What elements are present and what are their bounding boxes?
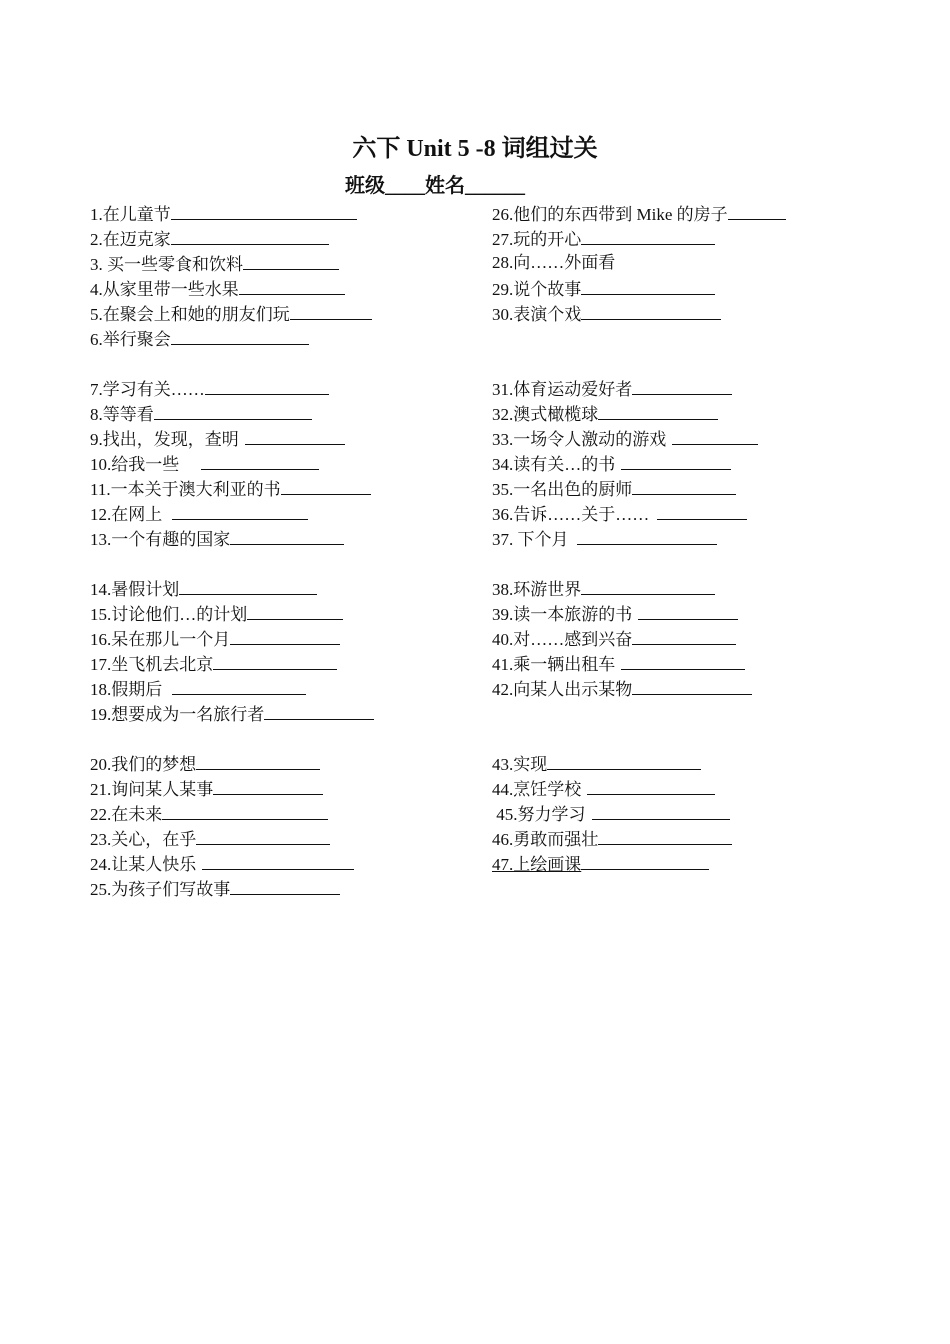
list-item: 10.给我一些 [90,450,470,475]
list-item: 42.向某人出示某物 [492,675,892,700]
list-item: 3. 买一些零食和饮料 [90,250,470,275]
answer-blank[interactable] [592,800,730,820]
answer-blank[interactable] [230,525,344,545]
list-item: 14.暑假计划 [90,575,470,600]
answer-blank[interactable] [196,750,320,770]
list-item: 35.一名出色的厨师 [492,475,892,500]
list-item: 13.一个有趣的国家 [90,525,470,550]
answer-blank[interactable] [581,275,715,295]
answer-blank[interactable] [581,225,715,245]
answer-blank[interactable] [281,475,371,495]
answer-blank[interactable] [632,375,732,395]
list-item: 12.在网上 [90,500,470,525]
answer-blank[interactable] [171,325,309,345]
answer-blank[interactable] [657,500,747,520]
list-item: 1.在儿童节 [90,200,470,225]
list-item: 36.告诉……关于…… [492,500,892,525]
left-column [90,200,470,900]
list-item: 18.假期后 [90,675,470,700]
list-item: 5.在聚会上和她的朋友们玩 [90,300,470,325]
list-item: 32.澳式橄榄球 [492,400,892,425]
list-item: 44.烹饪学校 [492,775,892,800]
class-name-line: 班级____姓名______ [345,175,525,197]
answer-blank[interactable] [205,375,329,395]
answer-blank[interactable] [728,200,786,220]
answer-blank[interactable] [213,775,323,795]
answer-blank[interactable] [598,400,718,420]
list-item: 22.在未来 [90,800,470,825]
answer-blank[interactable] [162,800,328,820]
list-item: 6.举行聚会 [90,325,470,350]
list-item: 9.找出，发现，查明 [90,425,470,450]
right-column [492,200,892,875]
list-item: 17.坐飞机去北京 [90,650,470,675]
list-item: 23.关心，在乎 [90,825,470,850]
list-item: 38.环游世界 [492,575,892,600]
answer-blank[interactable] [243,250,339,270]
answer-blank[interactable] [632,475,736,495]
list-item: 26.他们的东西带到 Mike 的房子 [492,200,892,225]
answer-blank[interactable] [196,825,330,845]
list-item: 28.向……外面看 [492,253,616,272]
answer-blank[interactable] [598,825,732,845]
list-item: 30.表演个戏 [492,300,892,325]
answer-blank[interactable] [290,300,372,320]
list-item: 2.在迈克家 [90,225,470,250]
answer-blank[interactable] [172,500,308,520]
list-item: 19.想要成为一名旅行者 [90,700,470,725]
list-item: 11.一本关于澳大利亚的书 [90,475,470,500]
list-item: 40.对……感到兴奋 [492,625,892,650]
answer-blank[interactable] [621,650,745,670]
list-item: 29.说个故事 [492,275,892,300]
list-item: 4.从家里带一些水果 [90,275,470,300]
answer-blank[interactable] [581,300,721,320]
list-item: 43.实现 [492,750,892,775]
list-item: 39.读一本旅游的书 [492,600,892,625]
list-item: 27.玩的开心 [492,225,892,250]
answer-blank[interactable] [201,450,319,470]
answer-blank[interactable] [239,275,345,295]
answer-blank[interactable] [213,650,337,670]
answer-blank[interactable] [587,775,715,795]
list-item: 45.努力学习 [492,800,892,825]
answer-blank[interactable] [230,625,340,645]
answer-blank[interactable] [632,675,752,695]
answer-blank[interactable] [154,400,312,420]
list-item: 34.读有关…的书 [492,450,892,475]
answer-blank[interactable] [638,600,738,620]
page-title: 六下 Unit 5 -8 词组过关 [352,136,598,162]
answer-blank[interactable] [547,750,701,770]
list-item: 21.询问某人某事 [90,775,470,800]
list-item: 47.上绘画课 [492,850,892,875]
answer-blank[interactable] [632,625,736,645]
answer-blank[interactable] [179,575,317,595]
list-item: 8.等等看 [90,400,470,425]
list-item: 33.一场令人激动的游戏 [492,425,892,450]
answer-blank[interactable] [171,200,357,220]
answer-blank[interactable] [202,850,354,870]
answer-blank[interactable] [247,600,343,620]
answer-blank[interactable] [577,525,717,545]
answer-blank[interactable] [581,850,709,870]
list-item: 7.学习有关…… [90,375,470,400]
list-item: 15.讨论他们…的计划 [90,600,470,625]
list-item: 16.呆在那儿一个月 [90,625,470,650]
answer-blank[interactable] [230,875,340,895]
list-item: 37. 下个月 [492,525,892,550]
answer-blank[interactable] [264,700,374,720]
list-item: 24.让某人快乐 [90,850,470,875]
list-item: 20.我们的梦想 [90,750,470,775]
list-item: 46.勇敢而强壮 [492,825,892,850]
list-item: 25.为孩子们写故事 [90,875,470,900]
answer-blank[interactable] [581,575,715,595]
answer-blank[interactable] [621,450,731,470]
answer-blank[interactable] [245,425,345,445]
answer-blank[interactable] [172,675,306,695]
answer-blank[interactable] [672,425,758,445]
answer-blank[interactable] [171,225,329,245]
list-item: 41.乘一辆出租车 [492,650,892,675]
list-item: 31.体育运动爱好者 [492,375,892,400]
